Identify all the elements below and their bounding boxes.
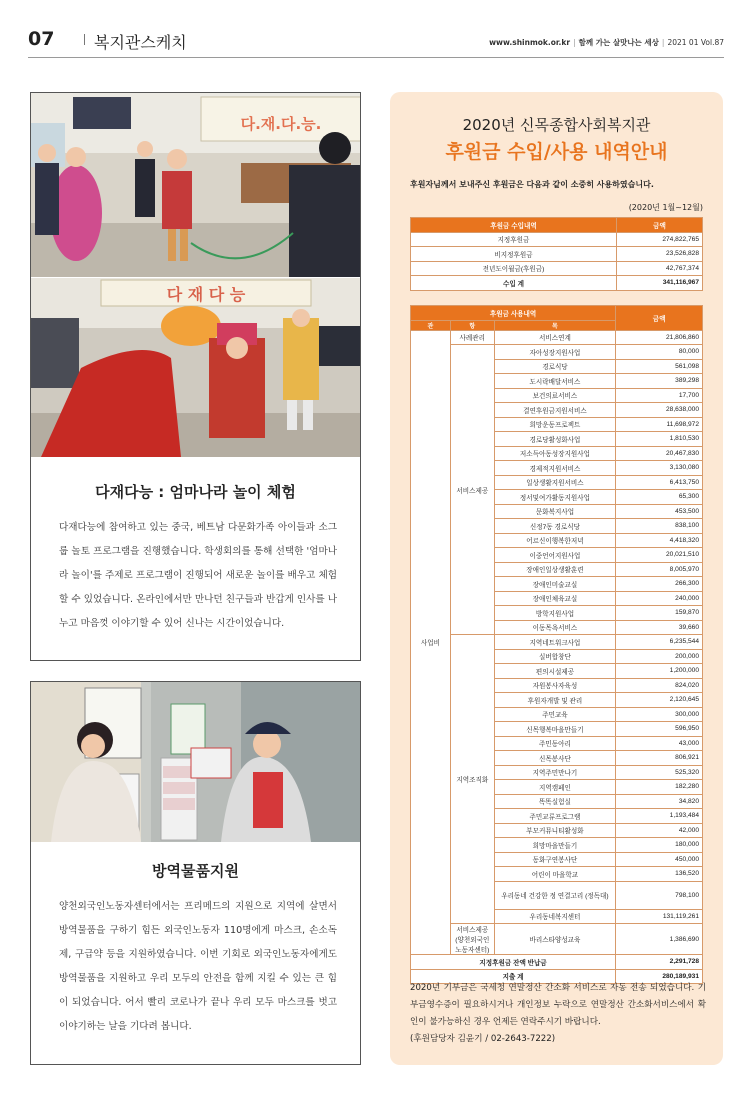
usage-row-amount: 2,120,645 <box>616 693 703 708</box>
photo1-sign-text: 다.재.다.능. <box>240 115 322 133</box>
usage-row-item: 지역주민만나기 <box>494 765 615 780</box>
usage-row-item: 신정7동 경로식당 <box>494 519 615 534</box>
usage-row-item: 장애인일상생활훈련 <box>494 562 615 577</box>
usage-row-amount: 159,870 <box>616 606 703 621</box>
article2-title: 방역물품지원 <box>152 862 239 880</box>
photo-traditional-costume-illustration <box>31 278 360 457</box>
usage-total-label: 지출 계 <box>411 969 616 984</box>
usage-row-item: 실버합창단 <box>494 649 615 664</box>
usage-row-item: 장애인체육교실 <box>494 591 615 606</box>
header-divider <box>84 34 85 45</box>
usage-row-item: 경로당활성화사업 <box>494 432 615 447</box>
usage-balance-amount: 2,291,728 <box>616 955 703 970</box>
page-number: 07 <box>28 28 55 50</box>
usage-row-item: 자원봉사자육성 <box>494 678 615 693</box>
contact-info: (후원담당자 김윤기 / 02-2643-7222) <box>410 1034 556 1044</box>
usage-row-item: 편의시설제공 <box>494 664 615 679</box>
usage-row-amount: 4,418,320 <box>616 533 703 548</box>
report-period: (2020년 1월~12월) <box>628 203 703 212</box>
usage-row-amount: 180,000 <box>616 838 703 853</box>
photo2-sign-text: 다 재 다 능 <box>166 285 246 304</box>
usage-row-amount: 453,500 <box>616 504 703 519</box>
usage-group-label: 지역조직화 <box>450 635 494 924</box>
usage-row-item: 서비스연계 <box>494 330 615 345</box>
photo-traditional-costume <box>31 278 360 457</box>
income-row <box>411 247 703 262</box>
usage-header-amount: 금액 <box>616 306 703 331</box>
usage-row-item: 어르신이행복한저녁 <box>494 533 615 548</box>
usage-row <box>411 635 703 650</box>
photo-supply-distribution-illustration <box>31 682 360 842</box>
panel-lead-text: 후원자님께서 보내주신 후원금은 다음과 같이 소중히 사용하였습니다. <box>410 180 654 189</box>
usage-row <box>411 345 703 360</box>
usage-row-item: 경제적지원서비스 <box>494 461 615 476</box>
photo-jump-rope-illustration <box>31 93 360 277</box>
usage-row-item: 결연후원금지원서비스 <box>494 403 615 418</box>
income-total-row <box>411 276 703 291</box>
usage-row-amount: 200,000 <box>616 649 703 664</box>
income-row <box>411 261 703 276</box>
income-header-amount: 금액 <box>617 218 703 233</box>
income-row <box>411 232 703 247</box>
issue-info: 2021 01 Vol.87 <box>667 38 724 47</box>
usage-row-item: 부모커뮤니티활성화 <box>494 823 615 838</box>
usage-row-amount: 561,098 <box>616 359 703 374</box>
usage-row-item: 신목행복마을만들기 <box>494 722 615 737</box>
usage-row-amount: 131,119,261 <box>616 909 703 924</box>
income-row-label: 지정후원금 <box>411 232 617 247</box>
usage-row-item: 보건의료서비스 <box>494 388 615 403</box>
usage-row-amount: 34,820 <box>616 794 703 809</box>
usage-row-item: 바리스타양성교육 <box>494 924 615 955</box>
usage-row-item: 우리동네 건강한 정 연결고리 (정독대) <box>494 881 615 909</box>
usage-row-amount: 42,000 <box>616 823 703 838</box>
slogan: 함께 가는 살맛나는 세상 <box>578 38 659 47</box>
usage-row-item: 이중언어지원사업 <box>494 548 615 563</box>
usage-row-item: 주민교육 <box>494 707 615 722</box>
usage-col-mok: 목 <box>494 320 615 330</box>
usage-row-amount: 43,000 <box>616 736 703 751</box>
article1-body: 다재다능에 참여하고 있는 중국, 베트남 다문화가족 아이들과 소그룹 놀토 프로그램을 진행했습니다. 학생회의를 통해 선택한 '엄마나라 놀이'를 주제로 프로그램이 진행되어 새로운 놀이를 배우고 체험할 수 있었습니다. 온라인에서만 만나던 친구들과 반갑게 인사를 나누고 마음껏 이야기할 수 있어 신나는 시간이었습니다. <box>59 522 337 629</box>
usage-rows <box>411 330 703 955</box>
usage-total-amount: 280,189,931 <box>616 969 703 984</box>
usage-row-amount: 1,200,000 <box>616 664 703 679</box>
usage-row <box>411 330 703 345</box>
income-row-label: 비지정후원금 <box>411 247 617 262</box>
usage-row-amount: 1,386,690 <box>616 924 703 955</box>
usage-row-amount: 8,005,970 <box>616 562 703 577</box>
usage-row-amount: 3,130,080 <box>616 461 703 476</box>
usage-group-label: 사례관리 <box>450 330 494 345</box>
usage-row-item: 도시락배달서비스 <box>494 374 615 389</box>
usage-group-label: 서비스제공 (양천외국인 노동자센터) <box>450 924 494 955</box>
usage-row-amount: 838,100 <box>616 519 703 534</box>
usage-row-amount: 240,000 <box>616 591 703 606</box>
usage-row-amount: 525,320 <box>616 765 703 780</box>
usage-row-item: 희망운동프로젝트 <box>494 417 615 432</box>
article-card-quarantine-supplies <box>30 681 361 1065</box>
usage-row-item: 후원자개발 및 관리 <box>494 693 615 708</box>
usage-row-amount: 1,193,484 <box>616 809 703 824</box>
usage-row-amount: 596,950 <box>616 722 703 737</box>
usage-row-item: 주민동아리 <box>494 736 615 751</box>
income-total-label: 수입 계 <box>411 276 617 291</box>
usage-row-item: 지역네트워크사업 <box>494 635 615 650</box>
usage-row-amount: 389,298 <box>616 374 703 389</box>
income-header-item: 후원금 수입내역 <box>411 218 617 233</box>
header-meta: www.shinmok.or.kr | 함께 가는 살맛나는 세상 | 2021 01 Vol.87 <box>489 38 724 47</box>
article-card-multicultural-play <box>30 92 361 661</box>
article1-title: 다재다능 : 엄마나라 놀이 체험 <box>95 483 296 501</box>
usage-row-item: 신목봉사단 <box>494 751 615 766</box>
usage-row-amount: 798,100 <box>616 881 703 909</box>
panel-footnote <box>410 980 706 1048</box>
section-title: 복지관스케치 <box>94 33 187 52</box>
usage-row-amount: 136,520 <box>616 867 703 882</box>
usage-row-amount: 17,700 <box>616 388 703 403</box>
usage-row-amount: 11,698,972 <box>616 417 703 432</box>
usage-row-item: 문화복지사업 <box>494 504 615 519</box>
income-row-label: 전년도이월금(후원금) <box>411 261 617 276</box>
usage-row-amount: 824,020 <box>616 678 703 693</box>
usage-row-amount: 6,235,544 <box>616 635 703 650</box>
income-total-amount: 341,116,967 <box>617 276 703 291</box>
usage-row-item: 방학지원사업 <box>494 606 615 621</box>
usage-row-amount: 266,300 <box>616 577 703 592</box>
panel-title-org: 2020년 신목종합사회복지관 <box>462 116 651 134</box>
usage-row-item: 일상생활지원서비스 <box>494 475 615 490</box>
usage-row-item: 똑똑실험실 <box>494 794 615 809</box>
usage-row-item: 저소득아동성장지원사업 <box>494 446 615 461</box>
usage-header-title: 후원금 사용내역 <box>411 306 616 321</box>
site-url[interactable]: www.shinmok.or.kr <box>489 38 571 47</box>
article2-body: 양천외국인노동자센터에서는 프리메드의 지원으로 지역에 살면서 방역물품을 구하기 힘든 외국인노동자 110명에게 마스크, 손소독제, 구급약 등을 지원하였습니다. 이번 기회로 외국인노동자에게도 방역물품을 지원하고 우리 모두의 안전을 함께 지킬 수 있는 큰 힘이 되었습니다. 어서 빨리 코로나가 끝나 우리 모두 마스크를 벗고 이야기하는 날을 기다려 봅니다. <box>59 901 337 1032</box>
usage-gwan-label: 사업비 <box>411 330 451 955</box>
usage-row <box>411 924 703 955</box>
usage-row-item: 동화구연봉사단 <box>494 852 615 867</box>
usage-row-amount: 182,280 <box>616 780 703 795</box>
usage-row-item: 우리동네복지센터 <box>494 909 615 924</box>
usage-table <box>410 305 703 984</box>
usage-row-item: 어린이 마을학교 <box>494 867 615 882</box>
usage-row-amount: 65,300 <box>616 490 703 505</box>
usage-row-item: 희망마을만들기 <box>494 838 615 853</box>
usage-row-amount: 39,660 <box>616 620 703 635</box>
usage-balance-label: 지정후원금 잔액 반납금 <box>411 955 616 970</box>
photo-supply-distribution <box>31 682 360 842</box>
usage-row-item: 경로식당 <box>494 359 615 374</box>
income-row-amount: 274,822,765 <box>617 232 703 247</box>
income-row-amount: 42,767,374 <box>617 261 703 276</box>
usage-row-amount: 806,921 <box>616 751 703 766</box>
photo-jump-rope <box>31 93 360 277</box>
usage-row-amount: 300,000 <box>616 707 703 722</box>
usage-row-item: 정서및여가활동지원사업 <box>494 490 615 505</box>
usage-col-gwan: 관 <box>411 320 451 330</box>
usage-row-item: 이동목욕서비스 <box>494 620 615 635</box>
usage-row-amount: 80,000 <box>616 345 703 360</box>
usage-row-item: 주민교류프로그램 <box>494 809 615 824</box>
usage-col-hang: 항 <box>450 320 494 330</box>
panel-title-main: 후원금 수입/사용 내역안내 <box>445 141 668 163</box>
donation-report-panel <box>390 92 723 1065</box>
usage-row-item: 지역캠페인 <box>494 780 615 795</box>
income-table <box>410 217 703 291</box>
income-rows <box>411 232 703 276</box>
usage-row-amount: 20,467,830 <box>616 446 703 461</box>
usage-row-amount: 450,000 <box>616 852 703 867</box>
usage-row-amount: 21,806,860 <box>616 330 703 345</box>
usage-balance-row <box>411 955 703 970</box>
usage-group-label: 서비스제공 <box>450 345 494 635</box>
usage-row-amount: 1,810,530 <box>616 432 703 447</box>
usage-row-amount: 20,021,510 <box>616 548 703 563</box>
usage-row-item: 장애인미술교실 <box>494 577 615 592</box>
usage-row-amount: 28,638,000 <box>616 403 703 418</box>
usage-row-amount: 6,413,750 <box>616 475 703 490</box>
footnote-text: 2020년 기부금은 국세청 연말정산 간소화 서비스로 자동 전송 되었습니다. 기부금영수증이 필요하시거나 개인정보 누락으로 연말정산 간소화서비스에서 확인이 불가능하신 경우 언제든 연락주시기 바랍니다. <box>410 983 706 1027</box>
usage-row-item: 자아성장지원사업 <box>494 345 615 360</box>
income-row-amount: 23,526,828 <box>617 247 703 262</box>
page-header <box>28 26 724 58</box>
